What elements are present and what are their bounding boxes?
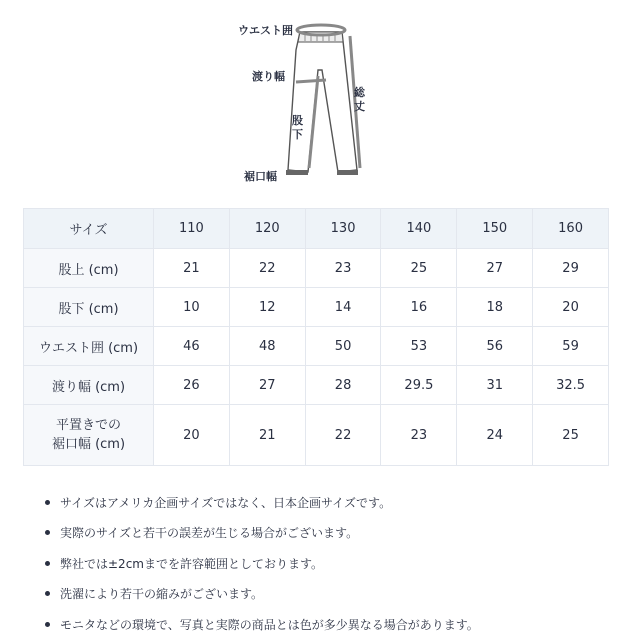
note-text: 実際のサイズと若干の誤差が生じる場合がございます。 [60,526,359,541]
list-item [28,548,479,579]
list-item [28,518,479,549]
table-cell: 22 [229,249,305,288]
table-cell: 32.5 [533,366,609,405]
table-cell: 20 [533,288,609,327]
label-waist: ウエスト囲 [238,24,293,37]
table-cell: 26 [154,366,230,405]
table-cell: 25 [381,249,457,288]
table-cell: 27 [457,249,533,288]
list-item [28,579,479,610]
table-cell: 29 [533,249,609,288]
notes-list [28,487,479,640]
bullet-icon [45,561,50,566]
row-label-line: 平置きでの [55,418,121,433]
header-cell: 110 [154,209,230,249]
header-cell: 150 [457,209,533,249]
bullet-icon [45,591,50,596]
note-text: 洗濯により若干の縮みがございます。 [60,587,264,602]
table-cell: 16 [381,288,457,327]
table-row [24,405,609,466]
header-cell: サイズ [24,209,154,249]
table-cell: 48 [229,327,305,366]
header-cell: 120 [229,209,305,249]
table-header-row [24,209,609,249]
table-row [24,249,609,288]
label-inseam: 股下 [292,114,303,141]
header-cell: 160 [533,209,609,249]
table-cell: 21 [154,249,230,288]
header-cell: 130 [305,209,381,249]
table-cell: 53 [381,327,457,366]
table-cell: 12 [229,288,305,327]
table-cell: 31 [457,366,533,405]
row-label: 渡り幅 (cm) [24,366,154,405]
table-cell: 23 [305,249,381,288]
table-cell: 23 [381,405,457,466]
table-cell: 25 [533,405,609,466]
list-item [28,609,479,640]
bullet-icon [45,622,50,627]
label-total-length: 総丈 [354,86,365,113]
table-cell: 46 [154,327,230,366]
table-row [24,288,609,327]
table-row [24,327,609,366]
table-cell: 20 [154,405,230,466]
bullet-icon [45,500,50,505]
table-cell: 21 [229,405,305,466]
note-text: サイズはアメリカ企画サイズではなく、日本企画サイズです。 [60,495,392,510]
table-cell: 22 [305,405,381,466]
table-cell: 24 [457,405,533,466]
list-item [28,487,479,518]
table-cell: 10 [154,288,230,327]
label-thigh: 渡り幅 [252,70,285,83]
row-label: 股下 (cm) [24,288,154,327]
note-text: 弊社では±2cmまでを許容範囲としております。 [60,556,324,571]
row-label [24,405,154,466]
table-row [24,366,609,405]
row-label: ウエスト囲 (cm) [24,327,154,366]
table-cell: 28 [305,366,381,405]
table-cell: 56 [457,327,533,366]
table-cell: 18 [457,288,533,327]
row-label-line: 裾口幅 (cm) [51,437,126,452]
row-label: 股上 (cm) [24,249,154,288]
label-hem: 裾口幅 [244,170,277,183]
table-cell: 50 [305,327,381,366]
bullet-icon [45,530,50,535]
pants-measurement-diagram [230,10,410,190]
note-text: モニタなどの環境で、写真と実際の商品とは色が多少異なる場合があります。 [60,617,479,632]
table-cell: 59 [533,327,609,366]
table-cell: 27 [229,366,305,405]
table-cell: 29.5 [381,366,457,405]
header-cell: 140 [381,209,457,249]
table-cell: 14 [305,288,381,327]
size-table [23,208,609,466]
